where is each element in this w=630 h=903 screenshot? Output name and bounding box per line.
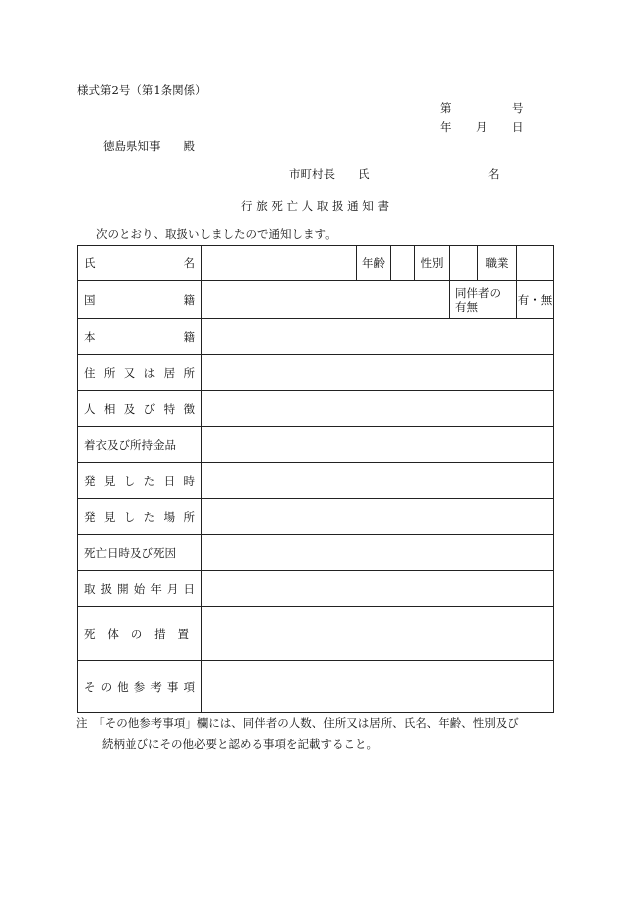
label-char: 措 xyxy=(154,626,166,641)
label-death-cause xyxy=(78,535,202,571)
label-char: 日 xyxy=(163,473,176,488)
label-domicile xyxy=(78,319,202,355)
label-nationality xyxy=(78,281,202,319)
label-features xyxy=(78,391,202,427)
nationality-field[interactable] xyxy=(202,281,450,319)
label-char: 籍 xyxy=(183,329,195,344)
date-day-label: 日 xyxy=(512,120,524,134)
label-char: 人 xyxy=(84,401,96,416)
label-char: の xyxy=(130,626,143,641)
label-char: 扱 xyxy=(100,581,113,596)
number-label-go: 号 xyxy=(512,101,524,115)
label-char: た xyxy=(143,473,156,488)
companion-label-text: 同伴者の有無 xyxy=(455,285,501,314)
label-char: 発 xyxy=(84,509,96,524)
label-char: 他 xyxy=(117,679,129,694)
label-char: 月 xyxy=(166,581,179,596)
label-char: 籍 xyxy=(183,292,195,307)
notification-form-table xyxy=(77,245,554,713)
label-char: 開 xyxy=(117,581,129,596)
row-found-datetime xyxy=(78,463,554,499)
label-char: 所 xyxy=(183,509,195,524)
intro-text: 次のとおり、取扱いしましたので通知します。 xyxy=(96,227,337,241)
label-char: 見 xyxy=(103,509,116,524)
domicile-field[interactable] xyxy=(202,319,554,355)
address-field[interactable] xyxy=(202,355,554,391)
label-char: 見 xyxy=(103,473,116,488)
form-reference: 様式第2号（第1条関係） xyxy=(77,83,207,97)
label-char: 取 xyxy=(84,581,96,596)
label-other-notes xyxy=(78,661,202,713)
belongings-field[interactable] xyxy=(202,427,554,463)
name-field[interactable] xyxy=(202,246,357,281)
label-char: 事 xyxy=(166,679,179,694)
age-field[interactable] xyxy=(391,246,415,281)
date-month-label: 月 xyxy=(476,120,488,134)
label-char: 始 xyxy=(133,581,146,596)
label-body-disposition xyxy=(78,607,202,661)
body-disposition-field[interactable] xyxy=(202,607,554,661)
label-char: 所 xyxy=(103,365,116,380)
label-text: 着衣及び所持金品 xyxy=(84,437,176,452)
companion-label xyxy=(450,281,517,319)
row-body-disposition xyxy=(78,607,554,661)
footnote xyxy=(76,713,554,755)
row-features xyxy=(78,391,554,427)
label-address xyxy=(78,355,202,391)
found-datetime-field[interactable] xyxy=(202,463,554,499)
row-other-notes xyxy=(78,661,554,713)
label-char: 考 xyxy=(150,679,162,694)
sender-title: 市町村長 氏 xyxy=(289,167,370,181)
row-handling-start xyxy=(78,571,554,607)
label-char: 体 xyxy=(107,626,119,641)
age-label: 年齢 xyxy=(357,246,391,281)
label-char: 参 xyxy=(133,679,146,694)
handling-start-field[interactable] xyxy=(202,571,554,607)
date-year-label: 年 xyxy=(440,120,452,134)
sex-label: 性別 xyxy=(415,246,450,281)
addressee: 徳島県知事 殿 xyxy=(103,139,195,153)
label-char: の xyxy=(100,679,113,694)
label-found-datetime xyxy=(78,463,202,499)
label-text: 死亡日時及び死因 xyxy=(84,545,176,560)
label-char: 相 xyxy=(103,401,116,416)
label-char: 特 xyxy=(163,401,176,416)
label-char: 発 xyxy=(84,473,96,488)
label-char: 国 xyxy=(84,292,96,307)
label-char: 項 xyxy=(183,679,195,694)
label-char: 住 xyxy=(84,365,96,380)
footnote-line-1: 注 「その他参考事項」欄には、同伴者の人数、住所又は居所、氏名、年齢、性別及び xyxy=(76,716,519,730)
label-handling-start xyxy=(78,571,202,607)
label-char: し xyxy=(123,473,136,488)
found-place-field[interactable] xyxy=(202,499,554,535)
features-field[interactable] xyxy=(202,391,554,427)
occupation-field[interactable] xyxy=(517,246,554,281)
number-label-dai: 第 xyxy=(440,101,452,115)
label-char: 場 xyxy=(163,509,176,524)
label-char: 及 xyxy=(123,401,136,416)
label-char: し xyxy=(123,509,136,524)
label-char: は xyxy=(143,365,156,380)
label-char: 名 xyxy=(183,256,195,270)
row-domicile xyxy=(78,319,554,355)
companion-value[interactable]: 有・無 xyxy=(517,281,554,319)
label-char: 又 xyxy=(123,365,136,380)
footnote-line-2: 続柄並びにその他必要と認める事項を記載すること。 xyxy=(102,737,378,751)
label-char: び xyxy=(143,401,156,416)
label-char: 置 xyxy=(177,626,189,641)
label-char: 死 xyxy=(84,626,96,641)
label-char: 本 xyxy=(84,329,96,344)
document-title xyxy=(0,198,630,214)
row-found-place xyxy=(78,499,554,535)
row-address xyxy=(78,355,554,391)
label-char: 所 xyxy=(183,365,195,380)
label-char: 年 xyxy=(150,581,162,596)
death-cause-field[interactable] xyxy=(202,535,554,571)
row-belongings xyxy=(78,427,554,463)
sender-name-suffix: 名 xyxy=(488,167,500,181)
label-char: 時 xyxy=(183,473,195,488)
label-char: 徴 xyxy=(183,401,195,416)
row-death-cause xyxy=(78,535,554,571)
other-notes-field[interactable] xyxy=(202,661,554,713)
label-char: 日 xyxy=(183,581,195,596)
label-char: そ xyxy=(84,679,96,694)
row-nationality xyxy=(78,281,554,319)
label-name xyxy=(78,246,202,281)
occupation-label: 職業 xyxy=(478,246,517,281)
label-found-place xyxy=(78,499,202,535)
row-name xyxy=(78,246,554,281)
label-char: 居 xyxy=(163,365,176,380)
label-char: た xyxy=(143,509,156,524)
label-char: 氏 xyxy=(84,256,96,270)
document-title-text: 行 旅 死 亡 人 取 扱 通 知 書 xyxy=(241,199,389,213)
sex-field[interactable] xyxy=(450,246,478,281)
label-belongings xyxy=(78,427,202,463)
